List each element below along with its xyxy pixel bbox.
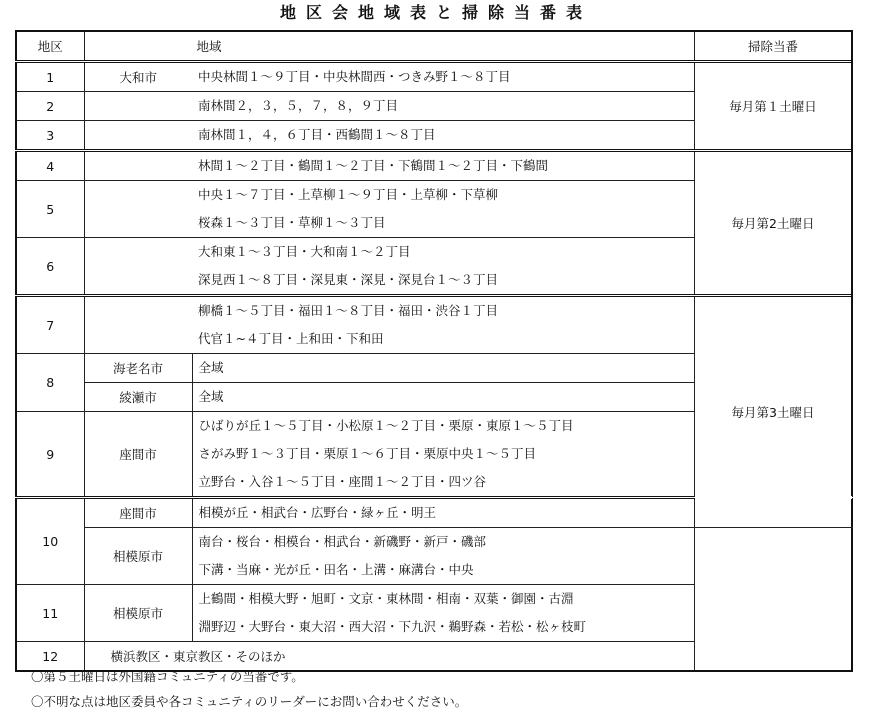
area-line: ひばりが丘１～５丁目・小松原１～２丁目・栗原・東原１～５丁目: [198, 418, 574, 433]
district-number: 9: [16, 412, 84, 498]
schedule-blank: [694, 642, 852, 672]
page-title: 地区会地域表と掃除当番表: [279, 3, 592, 22]
table-row: [16, 585, 852, 642]
table-row: [16, 62, 852, 92]
district-number: 8: [16, 354, 84, 412]
header-area: 地域: [84, 31, 694, 62]
city-name: 座間市: [84, 498, 192, 528]
area-list: [192, 238, 694, 296]
area-line: 深見西１～８丁目・深見東・深見・深見台１～３丁目: [198, 272, 499, 287]
city-name: [84, 121, 192, 151]
area-line: 下溝・当麻・光が丘・田名・上溝・麻溝台・中央: [198, 562, 474, 577]
area-line: 大和東１～３丁目・大和南１～２丁目: [198, 244, 411, 259]
cleaning-schedule: 毎月第１土曜日: [694, 62, 852, 151]
area-line: 南林間１，４，６丁目・西鶴間１～８丁目: [198, 127, 436, 142]
area-list: [192, 92, 694, 121]
district-number: 7: [16, 296, 84, 354]
area-line: 全域: [198, 360, 224, 375]
area-list: [192, 62, 694, 92]
city-name: [84, 92, 192, 121]
area-list: [192, 354, 694, 383]
area-line: 立野台・入谷１～５丁目・座間１～２丁目・四ツ谷: [198, 474, 487, 489]
area-list: [192, 121, 694, 151]
city-name: 相模原市: [84, 528, 192, 585]
note-fifth-saturday: 〇第５土曜日は外国籍コミュニティの当番です。: [31, 669, 304, 684]
district-number: 2: [16, 92, 84, 121]
schedule-table: [15, 30, 853, 672]
table-row: [16, 151, 852, 181]
city-name: 相模原市: [84, 585, 192, 642]
area-line: 中央１～７丁目・上草柳１～９丁目・上草柳・下草柳: [198, 187, 499, 202]
area-line: 相模が丘・相武台・広野台・緑ヶ丘・明王: [198, 505, 437, 520]
area-line: 全域: [198, 389, 224, 404]
area-list: [192, 585, 694, 642]
other-parishes: 横浜教区・東京教区・そのほか: [84, 642, 694, 672]
area-line: 林間１～２丁目・鶴間１～２丁目・下鶴間１～２丁目・下鶴間: [198, 158, 549, 173]
district-number: 1: [16, 62, 84, 92]
city-name: [84, 181, 192, 238]
city-name: 綾瀬市: [84, 383, 192, 412]
area-list: [192, 151, 694, 181]
area-list: [192, 296, 694, 354]
area-line: 桜森１～３丁目・草柳１～３丁目: [198, 215, 386, 230]
table-row: [16, 296, 852, 354]
city-name: 大和市: [84, 62, 192, 92]
cleaning-schedule: 毎月第2土曜日: [694, 151, 852, 296]
table-header-row: [16, 31, 852, 62]
area-list: [192, 498, 694, 528]
area-line: 代官１~４丁目・上和田・下和田: [198, 331, 384, 346]
district-number: 11: [16, 585, 84, 642]
district-number: 10: [16, 498, 84, 585]
district-number: 12: [16, 642, 84, 672]
note-contact: 〇不明な点は地区委員や各コミュニティのリーダーにお問い合わせください。: [31, 694, 468, 709]
table-row: [16, 642, 852, 672]
district-number: 6: [16, 238, 84, 296]
city-name: [84, 151, 192, 181]
city-name: [84, 296, 192, 354]
area-list: [192, 412, 694, 498]
cleaning-schedule: 毎月第3土曜日: [694, 296, 852, 528]
city-name: [84, 238, 192, 296]
area-line: 柳橋１～５丁目・福田１～８丁目・福田・渋谷１丁目: [198, 303, 499, 318]
header-district: 地区: [16, 31, 84, 62]
district-number: 3: [16, 121, 84, 151]
table-row: [16, 528, 852, 585]
area-list: [192, 383, 694, 412]
area-line: 淵野辺・大野台・東大沼・西大沼・下九沢・鵜野森・若松・松ヶ枝町: [198, 619, 587, 634]
area-list: [192, 528, 694, 585]
area-list: [192, 181, 694, 238]
city-name: 座間市: [84, 412, 192, 498]
district-number: 5: [16, 181, 84, 238]
area-line: さがみ野１～３丁目・栗原１～６丁目・栗原中央１～５丁目: [198, 446, 537, 461]
header-schedule: 掃除当番: [694, 31, 852, 62]
area-line: 南林間２，３，５，７，８，９丁目: [198, 98, 399, 113]
district-number: 4: [16, 151, 84, 181]
city-name: 海老名市: [84, 354, 192, 383]
area-line: 中央林間１～９丁目・中央林間西・つきみ野１～８丁目: [198, 69, 511, 84]
area-line: 南台・桜台・相模台・相武台・新磯野・新戸・磯部: [198, 534, 487, 549]
area-line: 上鶴間・相模大野・旭町・文京・東林間・相南・双葉・御園・古淵: [198, 591, 574, 606]
